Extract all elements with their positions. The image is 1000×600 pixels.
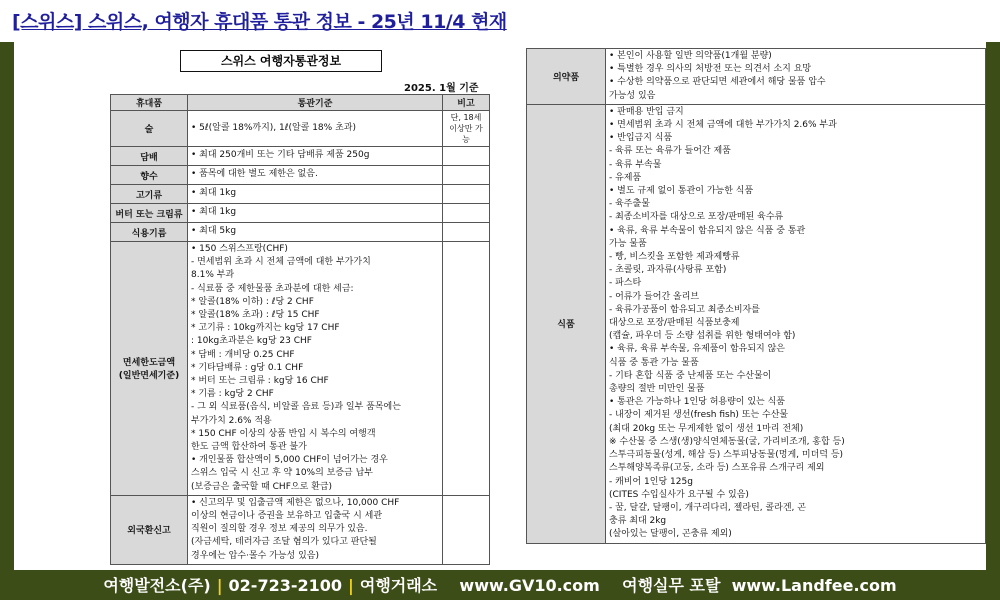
row-category: 버터 또는 크림류 — [111, 204, 188, 223]
criteria-line: 이상의 현금이나 증권을 보유하고 입출국 시 세관 — [191, 511, 383, 522]
document-date: 2025. 1월 기준 — [404, 83, 479, 94]
left-document-panel — [14, 42, 502, 570]
row-category: 면세한도금액 (일반면세기준) — [111, 242, 188, 496]
criteria-line: 가능 물품 — [609, 238, 647, 249]
criteria-line: * 기름 : kg당 2 CHF — [191, 389, 274, 400]
customs-table-right — [526, 48, 986, 544]
customs-table-left — [110, 94, 490, 565]
row-criteria — [606, 49, 986, 105]
criteria-line: - 육류 또는 육류가 들어간 제품 — [609, 146, 731, 157]
criteria-line: - 최종소비자를 대상으로 포장/판매된 육수류 — [609, 212, 784, 223]
criteria-line: ※ 수산물 중 스생(생)양식연체동물(굴, 가리비조개, 홍합 등) — [609, 436, 845, 447]
criteria-line: - 그 외 식료품(음식, 비알콜 음료 등)과 일부 품목에는 — [191, 402, 401, 413]
footer-company: 여행발전소(주) — [103, 576, 211, 595]
criteria-line: • 육류, 육류 부속물, 유제품이 함유되지 않은 — [609, 344, 785, 355]
criteria-line: • 육류, 육류 부속물이 함유되지 않은 식품 중 통관 — [609, 225, 806, 236]
criteria-line: • 150 스위스프랑(CHF) — [191, 244, 288, 254]
table-row — [111, 166, 490, 185]
row-criteria — [188, 242, 443, 496]
criteria-line: - 빵, 비스킷을 포함한 제과제빵류 — [609, 252, 740, 263]
criteria-line: : 10kg초과분은 kg당 23 CHF — [191, 336, 312, 347]
row-note — [443, 495, 490, 564]
criteria-line: 총량의 절반 미만인 물품 — [609, 384, 705, 395]
footer-bar — [0, 570, 1000, 600]
criteria-line: * 담배 : 개비당 0.25 CHF — [191, 349, 295, 360]
footer-portal: 여행실무 포탈 — [622, 576, 721, 595]
right-border — [986, 42, 1000, 570]
criteria-line: 스위스 입국 시 신고 후 약 10%의 보증금 납부 — [191, 468, 373, 479]
criteria-line: 대상으로 포장/판매된 식품보충제 — [609, 318, 740, 329]
row-category: 식품 — [527, 104, 606, 543]
row-note — [443, 185, 490, 204]
row-criteria — [188, 111, 443, 147]
criteria-line: (살아있는 달팽이, 곤충류 제외) — [609, 529, 732, 540]
criteria-line: - 육주출물 — [609, 199, 650, 210]
criteria-line: • 품목에 대한 별도 제한은 없음. — [191, 169, 318, 180]
table-row — [527, 104, 986, 543]
table-header-row — [111, 95, 490, 111]
row-criteria — [188, 495, 443, 564]
criteria-line: - 꿀, 달걀, 달팽이, 개구리다리, 젤라틴, 콜라겐, 곤 — [609, 502, 806, 513]
criteria-line: - 면세범위 초과 시 전체 금액에 대한 부가가치 — [191, 257, 371, 268]
criteria-line: - 기타 혼합 식품 중 난제품 또는 수산물이 — [609, 370, 772, 381]
criteria-line: 직원이 질의할 경우 정보 제공의 의무가 있음. — [191, 524, 368, 535]
table-row — [111, 223, 490, 242]
criteria-line: 스투극피동물(성게, 해삼 등) 스투피낭동물(멍게, 미더덕 등) — [609, 450, 844, 461]
right-document-panel — [520, 42, 986, 570]
criteria-line: 한도 금액 합산하여 통관 불가 — [191, 442, 307, 453]
criteria-line: • 5ℓ(알콜 18%까지), 1ℓ(알콜 18% 초과) — [191, 122, 356, 133]
table-row — [111, 242, 490, 496]
criteria-line: • 본인이 사용할 일반 의약품(1개월 분량) — [609, 51, 772, 61]
criteria-line: • 개인물품 합산액이 5,000 CHF이 넘어가는 경우 — [191, 455, 388, 466]
footer-site-gv10[interactable]: www.GV10.com — [459, 576, 600, 595]
row-category: 술 — [111, 111, 188, 147]
criteria-line: 8.1% 부과 — [191, 270, 235, 281]
criteria-line: 식품 중 통관 가능 물품 — [609, 357, 699, 368]
row-category: 의약품 — [527, 49, 606, 105]
criteria-line: 경우에는 압수·몰수 가능성 있음) — [191, 550, 319, 561]
criteria-line: * 알콜(18% 초과) : ℓ당 15 CHF — [191, 310, 320, 321]
page-title: [스위스] 스위스, 여행자 휴대품 통관 정보 - 25년 11/4 현재 — [12, 11, 507, 33]
table-row — [111, 111, 490, 147]
criteria-line: * 알콜(18% 이하) : ℓ당 2 CHF — [191, 296, 314, 307]
criteria-line: * 버터 또는 크림류 : kg당 16 CHF — [191, 376, 329, 387]
row-category: 외국환신고 — [111, 495, 188, 564]
criteria-line: • 최대 1kg — [191, 188, 237, 199]
table-row — [527, 49, 986, 105]
left-border — [0, 42, 14, 570]
table-row — [111, 185, 490, 204]
criteria-line: (캡슐, 파우더 등 소량 섭취를 위한 형태여야 함) — [609, 331, 796, 342]
row-criteria — [188, 223, 443, 242]
document-title: 스위스 여행자통관정보 — [180, 50, 382, 72]
row-note: 단, 18세 이상만 가능 — [443, 111, 490, 147]
criteria-line: 충류 최대 2kg — [609, 516, 667, 527]
column-header-item: 휴대품 — [111, 95, 188, 111]
row-note — [443, 166, 490, 185]
criteria-line: • 면세범위 초과 시 전체 금액에 대한 부가가치 2.6% 부과 — [609, 120, 837, 131]
footer-agency: 여행거래소 — [359, 576, 438, 595]
row-criteria — [188, 185, 443, 204]
criteria-line: - 초콜릿, 과자류(사탕류 포함) — [609, 265, 727, 276]
criteria-line: * 고기류 : 10kg까지는 kg당 17 CHF — [191, 323, 340, 334]
criteria-line: • 최대 250개비 또는 기타 담배류 제품 250g — [191, 150, 370, 161]
criteria-line: 부가가치 2.6% 적용 — [191, 415, 272, 426]
table-row — [111, 147, 490, 166]
criteria-line: (자금세탁, 테러자금 조달 혐의가 있다고 판단될 — [191, 537, 377, 548]
row-note — [443, 223, 490, 242]
criteria-line: 가능성 있음 — [609, 90, 656, 101]
criteria-line: * 기타담배류 : g당 0.1 CHF — [191, 362, 304, 373]
footer-site-landfee[interactable]: www.Landfee.com — [731, 576, 897, 595]
footer-separator: | — [348, 576, 354, 595]
criteria-line: - 육류가공품이 함유되고 최종소비자를 — [609, 304, 760, 315]
criteria-line: - 육류 부속물 — [609, 159, 662, 170]
row-criteria — [188, 166, 443, 185]
criteria-line: • 통관은 가능하나 1인당 허용량이 있는 식품 — [609, 397, 785, 408]
table-row — [111, 495, 490, 564]
criteria-line: - 어류가 들어간 올리브 — [609, 291, 700, 302]
criteria-line: • 별도 규제 없이 통관이 가능한 식품 — [609, 186, 754, 197]
column-header-note: 비고 — [443, 95, 490, 111]
row-criteria — [188, 147, 443, 166]
footer-separator: | — [216, 576, 223, 595]
criteria-line: - 캐비어 1인당 125g — [609, 476, 693, 487]
row-category: 식용기름 — [111, 223, 188, 242]
footer-phone: 02-723-2100 — [228, 576, 343, 595]
row-note — [443, 204, 490, 223]
criteria-line: - 식료품 중 제한물품 초과분에 대한 세금: — [191, 283, 354, 294]
title-bar — [0, 0, 1000, 42]
panel-gap — [502, 42, 520, 570]
criteria-line: - 내장이 제거된 생선(fresh fish) 또는 수산물 — [609, 410, 789, 421]
row-note — [443, 147, 490, 166]
row-category: 향수 — [111, 166, 188, 185]
criteria-line: • 신고의무 및 입출금액 제한은 없으나, 10,000 CHF — [191, 497, 400, 508]
right-table-body — [527, 49, 986, 544]
criteria-line: • 특별한 경우 의사의 처방전 또는 의견서 소지 요망 — [609, 64, 812, 75]
criteria-line: (최대 20kg 또는 무게제한 없이 생선 1마리 전체) — [609, 423, 804, 434]
row-category: 고기류 — [111, 185, 188, 204]
criteria-line: • 수상한 의약품으로 판단되면 세관에서 해당 물품 압수 — [609, 77, 826, 88]
criteria-line: - 파스타 — [609, 278, 642, 289]
criteria-line: • 판매용 반입 금지 — [609, 106, 684, 117]
criteria-line: * 150 CHF 이상의 상품 반입 시 복수의 여행객 — [191, 428, 376, 439]
table-row — [111, 204, 490, 223]
left-table-body — [111, 111, 490, 565]
footer-text — [0, 573, 1000, 596]
criteria-line: - 유제품 — [609, 172, 642, 183]
column-header-criteria: 통관기준 — [188, 95, 443, 111]
row-note — [443, 242, 490, 496]
criteria-line: (보증금은 출국할 때 CHF으로 환급) — [191, 481, 333, 492]
row-criteria — [188, 204, 443, 223]
criteria-line: 스투해양복족류(고둥, 소라 등) 스포유류 스개구리 제외 — [609, 463, 825, 474]
criteria-line: • 최대 5kg — [191, 226, 237, 237]
criteria-line: • 반입금지 식품 — [609, 133, 673, 144]
row-category: 담배 — [111, 147, 188, 166]
criteria-line: (CITES 수입실사가 요구될 수 있음) — [609, 489, 749, 500]
criteria-line: • 최대 1kg — [191, 207, 237, 218]
row-criteria — [606, 104, 986, 543]
